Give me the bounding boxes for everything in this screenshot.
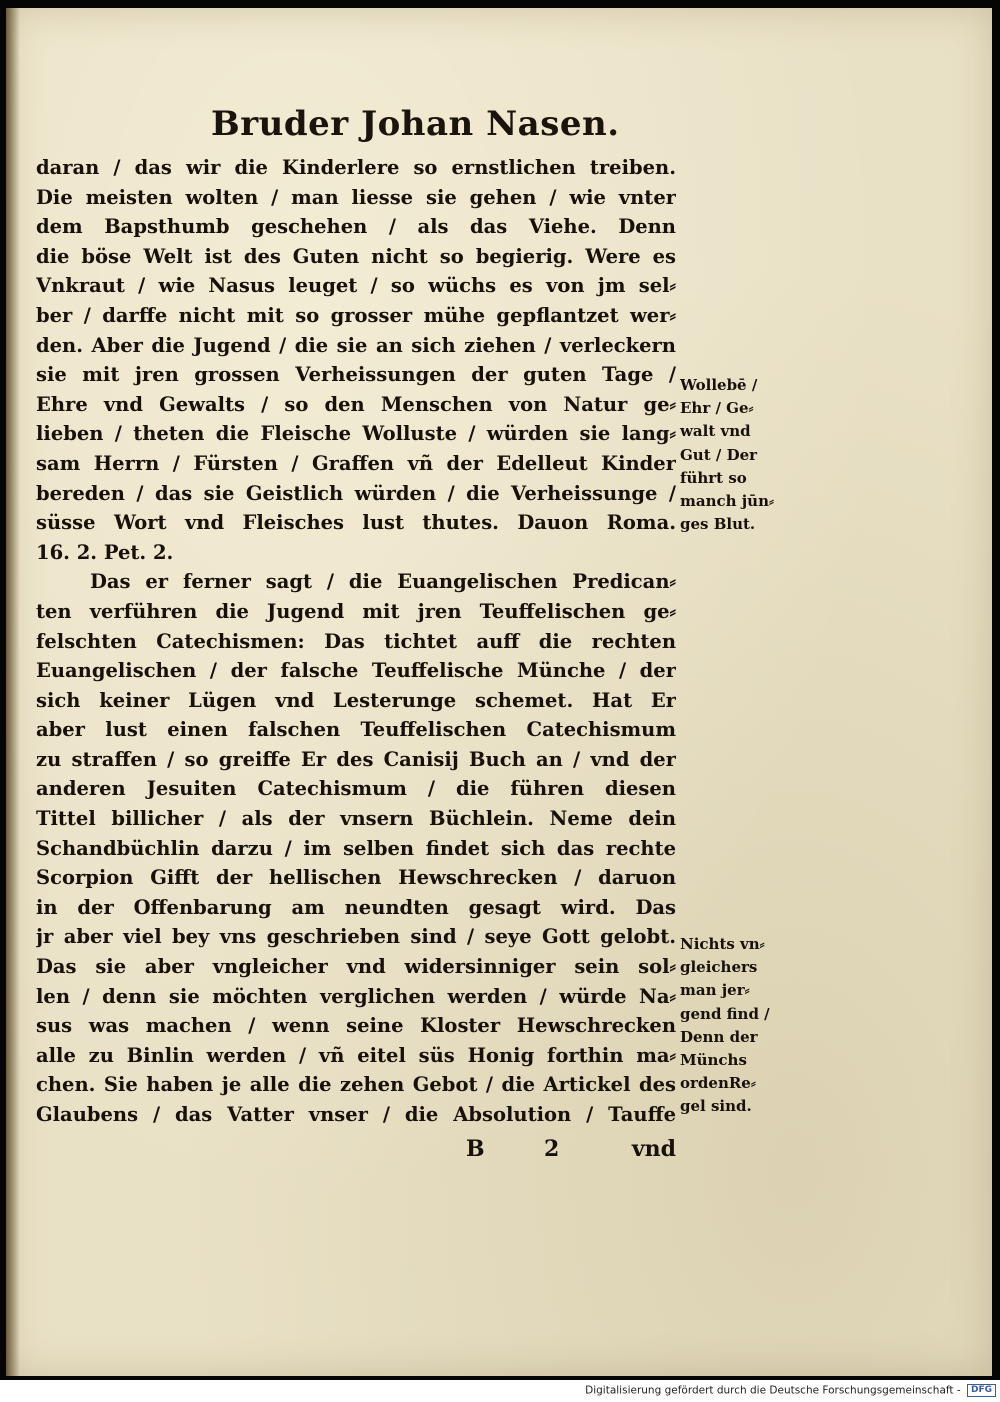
text-line: 16. 2. Pet. 2. [36,540,174,564]
marginal-note-line: Ehr / Ge⸗ [680,399,754,418]
marginal-note-line: manch jūn⸗ [680,492,774,511]
signature-number: 2 [544,1136,560,1162]
text-line: in der Offenbarung am neundten gesagt wird. Das [36,895,676,919]
marginal-note-line: Gut / Der [680,445,758,464]
text-line: den. Aber die Jugend / die sie an sich ziehen / verleckern [36,333,676,357]
marginal-note-line: führt so [680,468,747,487]
text-line: sich keiner Lügen vnd Lesterunge schemet. Hat Er [36,688,676,712]
text-line: daran / das wir die Kinderlere so ernstlichen treiben. [36,156,676,179]
text-line: Tittel billicher / als der vnsern Büchlein. Neme dein [36,807,676,831]
text-line: zu straffen / so greiffe Er des Canisij Buch an / vnd der [36,747,676,771]
text-line: Scorpion Gifft der hellischen Hewschrecken / daruon [36,866,676,890]
running-head: Bruder Johan Nasen. [211,104,620,144]
marginal-note-line: Nichts vn⸗ [680,935,765,953]
text-line: anderen Jesuiten Catechismum / die führen diesen [36,777,676,801]
marginal-note-line: gend find / [680,1004,770,1023]
text-line: Das sie aber vngleicher vnd widersinniger sein sol⸗ [36,955,676,979]
funding-footer [585,1384,996,1397]
text-line: alle zu Binlin werden / vñ eitel süs Honig forthin ma⸗ [36,1043,676,1067]
book-page [6,8,992,1376]
dfg-logo-icon: DFG [967,1384,996,1397]
text-line: chen. Sie haben je alle die zehen Gebot / die Artickel des [36,1073,676,1097]
text-line: Das er ferner sagt / die Euangelischen Predican⸗ [90,570,676,594]
funding-text: Digitalisierung gefördert durch die Deutsche Forschungsgemeinschaft - [585,1384,961,1397]
text-line: die böse Welt ist des Guten nicht so begierig. Were es [36,244,676,268]
marginal-note-line: Münchs [680,1051,747,1070]
text-line: aber lust einen falschen Teuffelischen Catechismum [36,718,676,742]
text-line: ten verführen die Jugend mit jren Teuffelischen ge⸗ [36,599,676,623]
text-line: Schandbüchlin darzu / im selben findet sich das rechte [36,836,676,860]
text-line: Vnkraut / wie Nasus leuget / so wüchs es von jm sel⸗ [36,274,676,298]
page-gutter-shadow [6,8,20,1376]
text-line: Glaubens / das Vatter vnser / die Absolution / Tauffe [36,1103,676,1126]
marginal-note [680,933,780,1119]
marginal-note-line: Wollebē / [680,376,758,394]
text-line: bereden / das sie Geistlich würden / die Verheissunge / [36,481,676,505]
marginal-note-line: man jer⸗ [680,981,750,1000]
text-line: sam Herrn / Fürsten / Graffen vñ der Edelleut Kinder [36,451,676,475]
text-line: jr aber viel bey vns geschrieben sind / seye Gott gelobt. [36,925,676,949]
marginal-note-line: gleichers [680,958,758,977]
text-line: dem Bapsthumb geschehen / als das Viehe. Denn [36,215,676,239]
text-line: Euangelischen / der falsche Teuffelische Münche / der [36,659,676,683]
catchword: vnd [631,1136,676,1162]
marginal-note-line: ges Blut. [680,515,756,534]
marginal-note [680,374,780,536]
marginal-note-line: gel sind. [680,1097,752,1116]
text-line: Ehre vnd Gewalts / so den Menschen von Natur ge⸗ [36,392,676,416]
text-line: süsse Wort vnd Fleisches lust thutes. Dauon Roma. [36,511,676,535]
marginal-note-line: Denn der [680,1027,758,1046]
text-line: sie mit jren grossen Verheissungen der guten Tage / [36,363,676,387]
text-line: ber / darffe nicht mit so grosser mühe gepflantzet wer⸗ [36,303,676,327]
signature-mark: B [466,1136,485,1162]
text-line: sus was machen / wenn seine Kloster Hewschrecken [36,1014,676,1038]
marginal-note-line: walt vnd [680,422,751,441]
marginal-note-line: ordenRe⸗ [680,1074,756,1093]
text-line: len / denn sie möchten verglichen werden / würde Na⸗ [36,984,676,1008]
text-line: lieben / theten die Fleische Wolluste / würden sie lang⸗ [36,422,676,446]
text-line: felschten Catechismen: Das tichtet auff die rechten [36,629,676,653]
body-text [36,153,676,1130]
text-line: Die meisten wolten / man liesse sie gehen / wie vnter [36,185,676,209]
